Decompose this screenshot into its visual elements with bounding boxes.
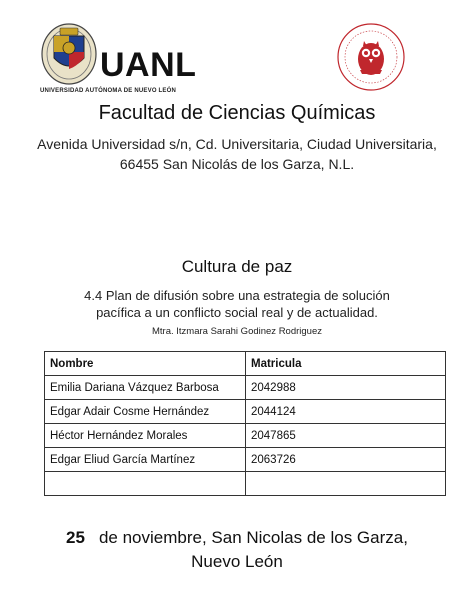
teacher-name: Mtra. Itzmara Sarahi Godinez Rodriguez (151, 326, 323, 337)
table-row (45, 424, 446, 448)
empty-cell (45, 472, 246, 496)
student-id: 2044124 (246, 400, 446, 424)
course-title: Cultura de paz (181, 257, 293, 276)
students-table (44, 351, 446, 496)
column-header-matricula: Matricula (246, 352, 446, 376)
table-row-empty (45, 472, 446, 496)
student-name: Edgar Eliud García Martínez (45, 448, 246, 472)
activity-title-line-1: 4.4 Plan de difusión sobre una estrategia de solución (84, 288, 390, 303)
student-id: 2063726 (246, 448, 446, 472)
column-header-nombre: Nombre (45, 352, 246, 376)
table-row (45, 400, 446, 424)
address-line-1: Avenida Universidad s/n, Cd. Universitaria, Ciudad Universitaria, (37, 136, 437, 152)
student-name: Emilia Dariana Vázquez Barbosa (45, 376, 246, 400)
date-text: de noviembre, San Nicolas de los Garza, (98, 528, 408, 547)
date-line-1 (0, 528, 474, 548)
address-line-2: 66455 San Nicolás de los Garza, N.L. (119, 156, 355, 172)
uanl-shield-icon (40, 22, 98, 86)
student-name: Edgar Adair Cosme Hernández (45, 400, 246, 424)
uanl-subtitle: UNIVERSIDAD AUTÓNOMA DE NUEVO LEÓN (40, 88, 177, 94)
activity-title-line-2: pacífica a un conflicto social real y de actualidad. (96, 305, 378, 320)
uanl-logo (40, 22, 197, 94)
date-day: 25 (66, 528, 85, 547)
student-id: 2042988 (246, 376, 446, 400)
table-header-row (45, 352, 446, 376)
empty-cell (246, 472, 446, 496)
table-row (45, 376, 446, 400)
faculty-title: Facultad de Ciencias Químicas (98, 102, 376, 124)
student-name: Héctor Hernández Morales (45, 424, 246, 448)
table-row (45, 448, 446, 472)
uanl-wordmark: UANL (100, 46, 197, 84)
fcq-owl-logo-icon (336, 22, 406, 92)
date-line-2: Nuevo León (191, 552, 283, 571)
student-id: 2047865 (246, 424, 446, 448)
